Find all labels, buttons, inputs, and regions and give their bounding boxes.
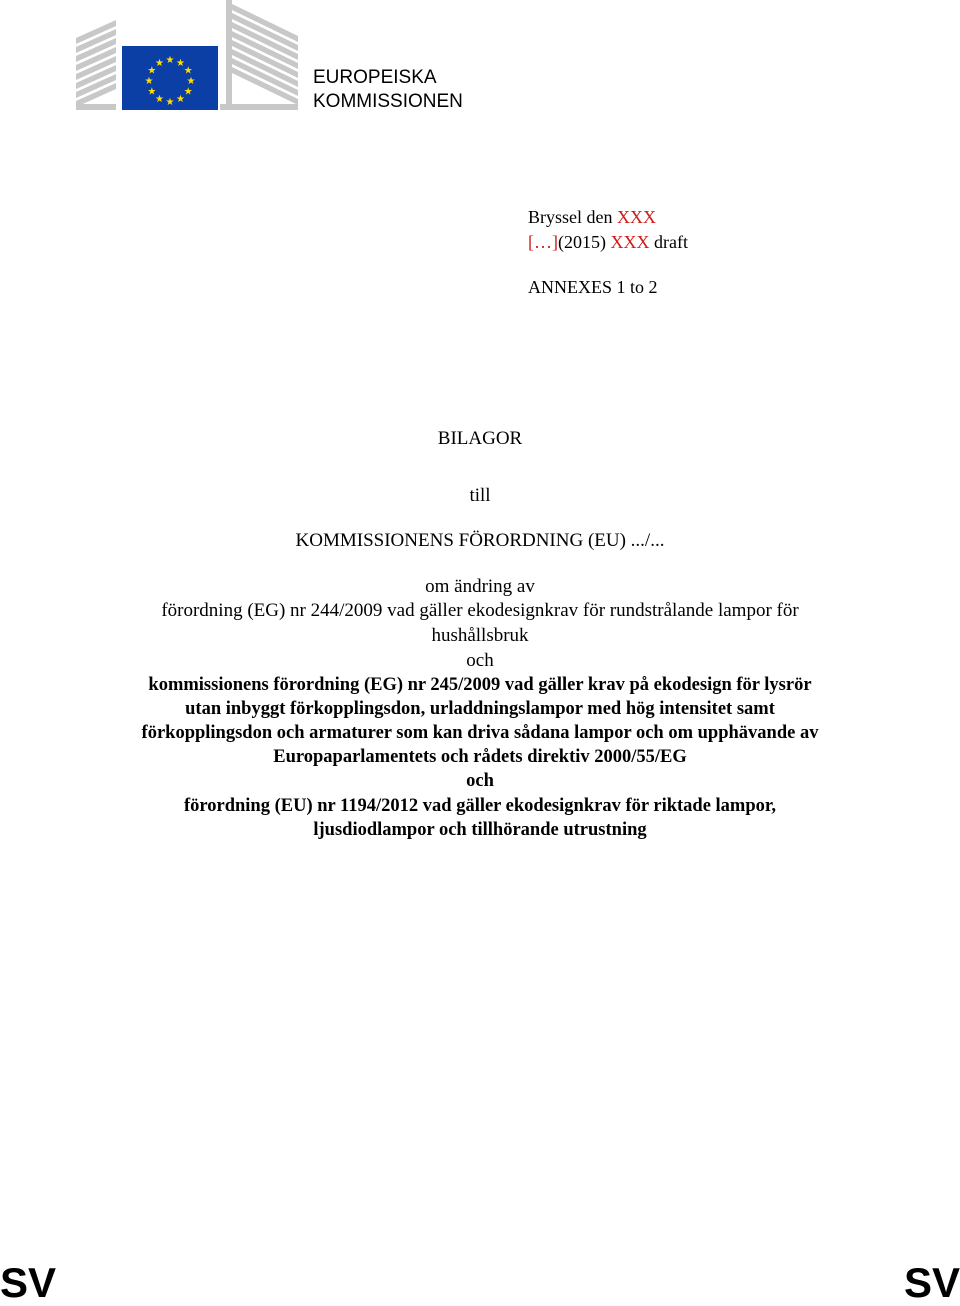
institution-line-1: EUROPEISKA	[313, 67, 437, 88]
svg-text:★: ★	[155, 57, 164, 69]
subject-line: förordning (EG) nr 244/2009 vad gäller ekodesignkrav för rundstrålande lampor för	[161, 600, 799, 621]
svg-text:★: ★	[176, 94, 185, 106]
svg-text:★: ★	[165, 97, 175, 108]
subject-line: kommissionens förordning (EG) nr 245/2009 vad gäller krav på ekodesign för lysrör	[148, 675, 812, 695]
subject-line: förordning (EU) nr 1194/2012 vad gäller ekodesignkrav för riktade lampor,	[183, 796, 777, 816]
european-commission-logo	[76, 0, 300, 112]
svg-text:★: ★	[186, 76, 196, 87]
title-till: till	[469, 485, 491, 506]
place-date	[528, 206, 656, 228]
svg-text:★: ★	[144, 76, 154, 87]
svg-text:★: ★	[155, 94, 164, 106]
title-bilagor: BILAGOR	[437, 428, 523, 449]
subject-line: och	[466, 650, 494, 671]
subject-line: hushållsbruk	[431, 625, 529, 646]
reference-suffix: draft	[649, 232, 688, 252]
svg-text:★: ★	[147, 86, 157, 98]
subject-line: Europaparlamentets och rådets direktiv 2000/55/EG	[273, 747, 687, 767]
reference-placeholder: XXX	[610, 232, 650, 252]
document-reference	[528, 231, 688, 253]
reference-bracket: […]	[528, 232, 558, 252]
svg-text:★: ★	[183, 86, 193, 98]
language-code-left: SV	[0, 1259, 57, 1306]
subject-line: om ändring av	[425, 576, 535, 597]
title-regulation: KOMMISSIONENS FÖRORDNING (EU) .../...	[295, 530, 665, 551]
subject-line: ljusdiodlampor och tillhörande utrustning	[313, 820, 647, 840]
svg-text:★: ★	[183, 65, 193, 77]
place-date-prefix: Bryssel den	[528, 207, 617, 227]
subject-line: förkopplingsdon och armaturer som kan driva sådana lampor och om upphävande av	[141, 723, 819, 743]
place-date-placeholder: XXX	[617, 207, 656, 227]
subject-line: utan inbyggt förkopplingsdon, urladdningslampor med hög intensitet samt	[185, 699, 775, 719]
reference-year: (2015)	[558, 232, 611, 252]
institution-name	[313, 66, 463, 114]
language-code-right: SV	[903, 1259, 960, 1306]
building-and-flag-icon	[76, 0, 300, 112]
svg-text:★: ★	[147, 65, 157, 77]
svg-text:★: ★	[165, 55, 175, 66]
institution-line-2: KOMMISSIONEN	[313, 91, 463, 112]
subject-line: och	[466, 771, 494, 791]
svg-text:★: ★	[176, 57, 185, 69]
annexes-label: ANNEXES 1 to 2	[528, 277, 658, 297]
